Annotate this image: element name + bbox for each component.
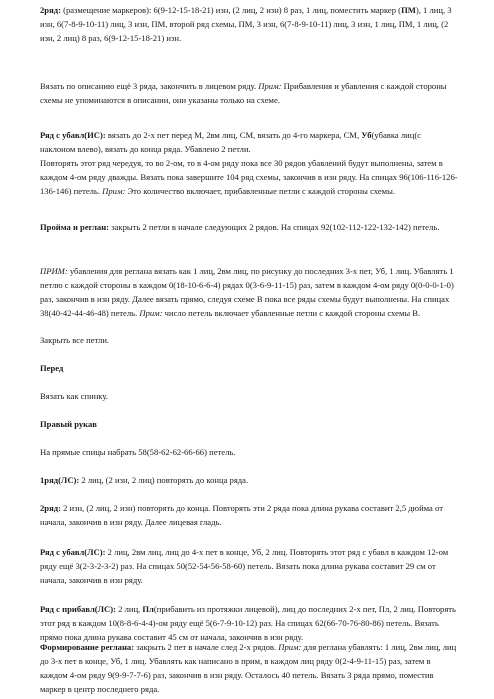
row1-label: 1ряд(ЛС): [40,475,80,485]
armhole-text: закрыть 2 петли в начале следующих 2 рядов. На спицах 92(102-112-122-132-142) петель. [109,222,440,232]
repeat-decrease-paragraph [40,157,458,199]
decrease-rs-paragraph [40,546,458,588]
raglan-shaping-text2: для реглана убавлять: 1 лиц, 2вм лиц, лиц до 3-х пет в конце, Уб, 1 лиц. Убавлять как написано в прим, в каждом лиц ряду 0(2-4-9-11-15) раз, затем в каждом 4-ом ряду 9(9-9-7-7-6) раз, закончив в изн ряду. Осталось 40 петель. Вязать 3 ряда прямо, поместив маркер в центр последнего ряда. [40,642,457,694]
armhole-label: Пройма и реглан: [40,222,110,232]
raglan-shaping-note-label: Прим: [278,642,302,652]
decrease-rs-text: 2 лиц, 2вм лиц, лиц до 4-х пет в конце, Уб, 2 лиц. Повторять этот ряд с убавл в каждом 12-ом ряду ещё 3(2-3-2-3-2) раз. На спицах 50(52-54-56-58-60) петель. Вязать пока длина рукава составит 29 см от начала, закончив в изн ряду. [40,547,449,585]
decrease-ws-paragraph [40,129,458,157]
pm-abbrev: ПМ [401,5,416,15]
knit3-note-text: Прибавления и убавления с каждой стороны схемы не упоминаются в описании, они указаны только на схеме. [40,81,447,105]
front-text: Вязать как спинку. [40,391,108,401]
close-stitches-paragraph: Закрыть все петли. [40,335,110,345]
raglan-note-label: ПРИМ: [40,266,68,276]
row2-text-part1: (размещение маркеров): 6(9-12-15-18-21) изн, (2 лиц, 2 изн) 8 раз, 1 лиц, поместить маркер ( [60,5,402,15]
repeat-note-label: Прим: [102,185,126,196]
pl-abbrev: Пл [142,604,154,614]
row2-markers-paragraph [40,4,458,46]
increase-rs-text2: (прибавить из протяжки лицевой), лиц до последних 2-х пет, Пл, 2 лиц. Повторять этот ряд в каждом 10(8-8-6-4-4)-ом ряду ещё 5(6-7-9-10-12) раз. На спицах 62(66-70-76-80-86) петель. Вязать прямо пока длина рукава составит 45 см от начала, закончив в изн ряду. [40,604,456,642]
ub-abbrev: Уб [361,130,372,140]
repeat-note-text: Это количество включает, прибавленные петли с каждой стороны схемы. [125,185,396,196]
increase-rs-paragraph [40,603,458,645]
raglan-note-text2: число петель включает убавленные петли с каждой стороны схемы В. [162,307,421,318]
row2-rib-text: 2 изн, (2 лиц, 2 изн) повторять до конца. Повторять эти 2 ряда пока длина рукава составит 2,5 дюйма от начала, закончив в изн ряду. Далее лицевая гладь. [40,503,443,527]
sleeve-cast-on-paragraph: На прямые спицы набрать 58(58-62-62-66-66) петель. [40,447,236,457]
knit3-text: Вязать по описанию ещё 3 ряда, закончить в лицевом ряду. [40,81,259,91]
raglan-shaping-label: Формирование реглана: [40,642,135,652]
decrease-ws-label: Ряд с убавл(ИС): [40,130,106,140]
raglan-shaping-text1: закрыть 2 пет в начале след 2-х рядов. [134,642,279,652]
right-sleeve-heading: Правый рукав [40,419,97,429]
raglan-shaping-paragraph [40,641,458,697]
decrease-ws-text1: вязать до 2-х пет перед М, 2вм лиц, СМ, вязать до 4-го маркера, СМ, [105,130,362,140]
row1-paragraph [40,474,458,488]
row2-rib-paragraph [40,502,458,530]
front-heading: Перед [40,363,64,373]
knit-three-rows-paragraph [40,80,458,108]
row2-rib-label: 2ряд: [40,503,61,513]
decrease-ws-text2: (убавка лиц(с наклоном влево), вязать до конца ряда. Убавлено 2 петли. [40,130,421,154]
raglan-note-label2: Прим: [139,307,163,318]
raglan-note-paragraph [40,265,458,321]
increase-rs-label: Ряд с прибавл(ЛС): [40,604,116,614]
raglan-note-text1: убавления для реглана вязать как 1 лиц, 2вм лиц, по рисунку до последних 3-х пет, Уб, 1 лиц. Убавлять 1 петлю с каждой стороны в каждом 0(18-10-6-6-4) рядах 0(3-6-9-11-15) раз, затем в каждом 4-ом ряду 0(0-0-0-1-0) раз, закончив в изн ряду. Далее вязать прямо, следуя схеме В пока все ряды схемы будут выполнены. На спицах 38(40-42-44-46-48) петель. [40,266,454,318]
row2-label: 2ряд: [40,5,61,15]
row2-text-part2: ), 1 лиц, 3 изн, 6(7-8-9-10-11) лиц, 3 изн, ПМ, второй ряд схемы, ПМ, 3 изн, 6(7-8-9-10-11) лиц, 3 изн, 1 лиц, ПМ, 1 лиц, (2 изн, 2 лиц) 8 раз, 6(9-12-15-18-21) изн. [40,5,452,43]
repeat-text: Повторять этот ряд чередуя, то во 2-ом, то в 4-ом ряду пока все 30 рядов убавлений будут выполнены, затем в каждом 4-ом ряду дважды. Вязать пока завершите 104 ряд схемы, закончив в изн ряду. На спицах 96(106-116-126-136-146) петель. [40,158,458,196]
knit3-note-label: Прим: [258,81,282,91]
armhole-raglan-paragraph [40,221,458,235]
increase-rs-text1: 2 лиц, [115,604,143,614]
decrease-rs-label: Ряд с убавл(ЛС): [40,547,106,557]
row1-text: 2 лиц, (2 изн, 2 лиц) повторять до конца ряда. [79,475,249,485]
